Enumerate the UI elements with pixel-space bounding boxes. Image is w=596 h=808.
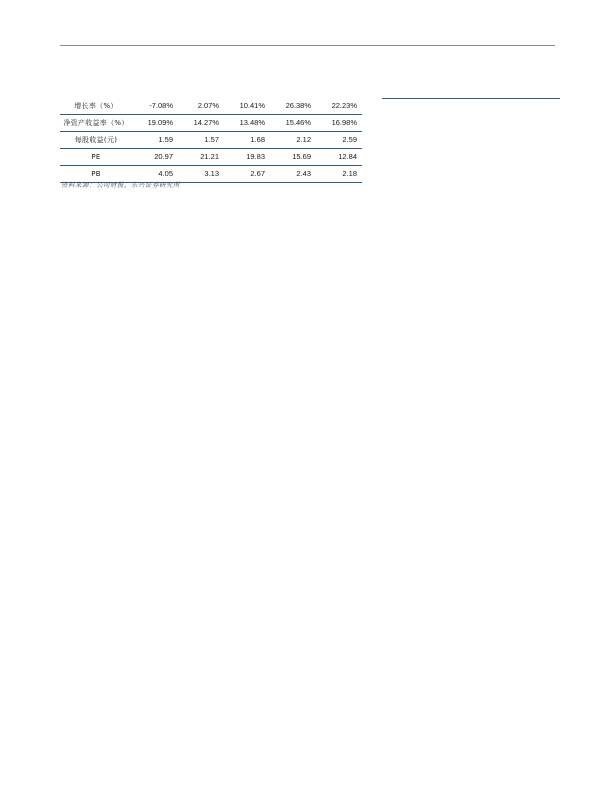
sidebar-divider: [382, 98, 560, 99]
table-row-growth-rate: [60, 98, 362, 115]
source-note: 资料来源：公司财报，东兴证券研究所: [61, 181, 180, 189]
table-cell: 1.68: [250, 135, 265, 144]
table-cell: 15.69: [292, 152, 311, 161]
table-cell: 21.21: [200, 152, 219, 161]
table-cell: 1.57: [204, 135, 219, 144]
table-cell: 2.18: [342, 169, 357, 178]
table-cell: 2.07%: [197, 101, 219, 110]
table-row-roe: [60, 115, 362, 132]
header-divider: [60, 45, 555, 46]
table-cell: 14.27%: [193, 118, 219, 127]
table-row-eps: [60, 132, 362, 149]
table-row-pe: [60, 149, 362, 166]
table-cell: 1.59: [158, 135, 173, 144]
row-label: 每股收益(元): [74, 136, 118, 144]
table-cell: 20.97: [154, 152, 173, 161]
table-cell: -7.08%: [149, 101, 173, 110]
financial-metrics-table: [60, 98, 362, 183]
row-label: PE: [91, 153, 101, 161]
table-cell: 4.05: [158, 169, 173, 178]
table-cell: 10.41%: [239, 101, 265, 110]
table-cell: 2.59: [342, 135, 357, 144]
table-cell: 2.67: [250, 169, 265, 178]
table-cell: 12.84: [338, 152, 357, 161]
table-cell: 16.98%: [331, 118, 357, 127]
row-label: 增长率（%）: [74, 102, 118, 110]
table-cell: 22.23%: [331, 101, 357, 110]
table-cell: 2.12: [296, 135, 311, 144]
table-cell: 15.46%: [285, 118, 311, 127]
table-cell: 3.13: [204, 169, 219, 178]
table-cell: 26.38%: [285, 101, 311, 110]
row-label: PB: [91, 170, 101, 178]
table-cell: 2.43: [296, 169, 311, 178]
table-cell: 13.48%: [239, 118, 265, 127]
table-cell: 19.09%: [147, 118, 173, 127]
table-cell: 19.83: [246, 152, 265, 161]
row-label: 净资产收益率（%）: [63, 119, 129, 127]
